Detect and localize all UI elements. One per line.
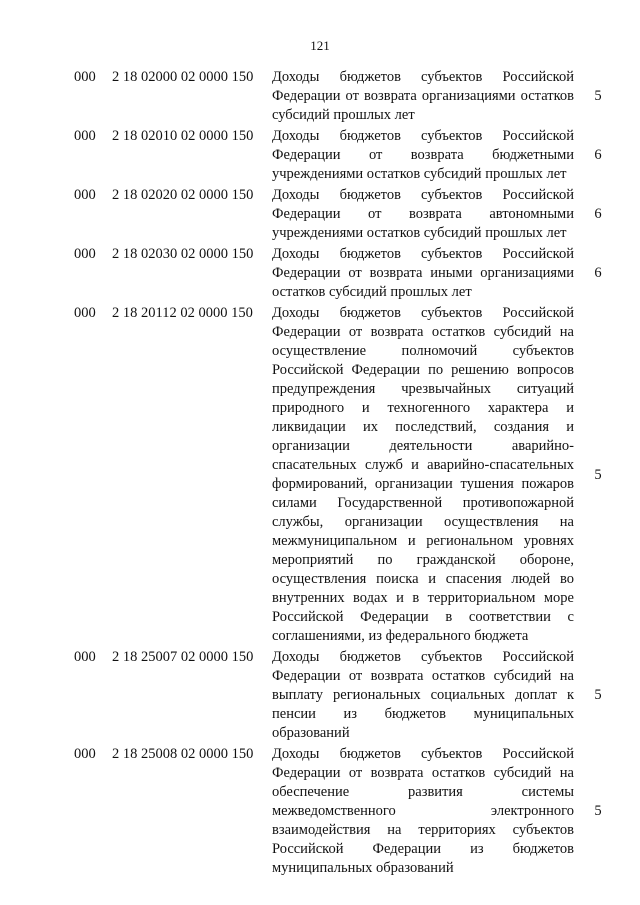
admin-code: 000 <box>74 305 96 321</box>
table-row <box>0 127 640 184</box>
budget-classification-code: 2 18 02000 02 0000 150 <box>112 69 254 85</box>
amount-value: 6 <box>594 206 602 222</box>
budget-classification-code: 2 18 02020 02 0000 150 <box>112 187 254 203</box>
admin-code: 000 <box>74 649 96 665</box>
revenue-name: Доходы бюджетов субъектов Российской Федерации от возврата бюджетными учреждениями остатков субсидий прошлых лет <box>272 128 574 182</box>
revenue-name: Доходы бюджетов субъектов Российской Федерации от возврата остатков субсидий на выплату региональных социальных доплат к пенсии из бюджетов муниципальных образований <box>272 649 574 741</box>
budget-classification-code: 2 18 02010 02 0000 150 <box>112 128 254 144</box>
amount-value: 5 <box>594 803 602 819</box>
amount-value: 5 <box>594 687 602 703</box>
admin-code: 000 <box>74 246 96 262</box>
table-row <box>0 68 640 125</box>
amount-value: 5 <box>594 466 602 483</box>
revenue-name: Доходы бюджетов субъектов Российской Федерации от возврата организациями остатков субсидий прошлых лет <box>272 69 574 123</box>
budget-classification-code: 2 18 25008 02 0000 150 <box>112 746 254 762</box>
page-number: 121 <box>310 38 330 53</box>
revenue-name: Доходы бюджетов субъектов Российской Федерации от возврата остатков субсидий на осуществление полномочий субъектов Российской Федерации по решению вопросов предупреждения чрезвычайных ситуаций природного и техногенного характера и ликвидации их последствий, создания и организации деятельности аварийно-спасательных служб и аварийно-спасательных формирований, организации тушения пожаров силами Государственной противопожарной службы, организации осуществления на межмуниципальном и региональном уровнях мероприятий по гражданской обороне, осуществления поиска и спасения людей во внутренних водах и в территориальном море Российской Федерации в соответствии с соглашениями, из федерального бюджета <box>272 305 574 644</box>
budget-classification-code: 2 18 25007 02 0000 150 <box>112 649 254 665</box>
table-row <box>0 648 640 743</box>
budget-classification-code: 2 18 02030 02 0000 150 <box>112 246 254 262</box>
admin-code: 000 <box>74 128 96 144</box>
table-row <box>0 304 640 646</box>
table-row <box>0 186 640 243</box>
revenue-table <box>0 68 640 880</box>
revenue-name: Доходы бюджетов субъектов Российской Федерации от возврата остатков субсидий на обеспечение развития системы межведомственного электронного взаимодействия на территориях субъектов Российской Федерации из бюджетов муниципальных образований <box>272 746 574 876</box>
admin-code: 000 <box>74 69 96 85</box>
table-row <box>0 245 640 302</box>
budget-classification-code: 2 18 20112 02 0000 150 <box>112 305 253 321</box>
admin-code: 000 <box>74 746 96 762</box>
admin-code: 000 <box>74 187 96 203</box>
amount-value: 6 <box>594 265 602 281</box>
revenue-name: Доходы бюджетов субъектов Российской Федерации от возврата иными организациями остатков субсидий прошлых лет <box>272 246 574 300</box>
revenue-name: Доходы бюджетов субъектов Российской Федерации от возврата автономными учреждениями остатков субсидий прошлых лет <box>272 187 574 241</box>
amount-value: 5 <box>594 88 602 104</box>
amount-value: 6 <box>594 147 602 163</box>
table-row <box>0 745 640 878</box>
